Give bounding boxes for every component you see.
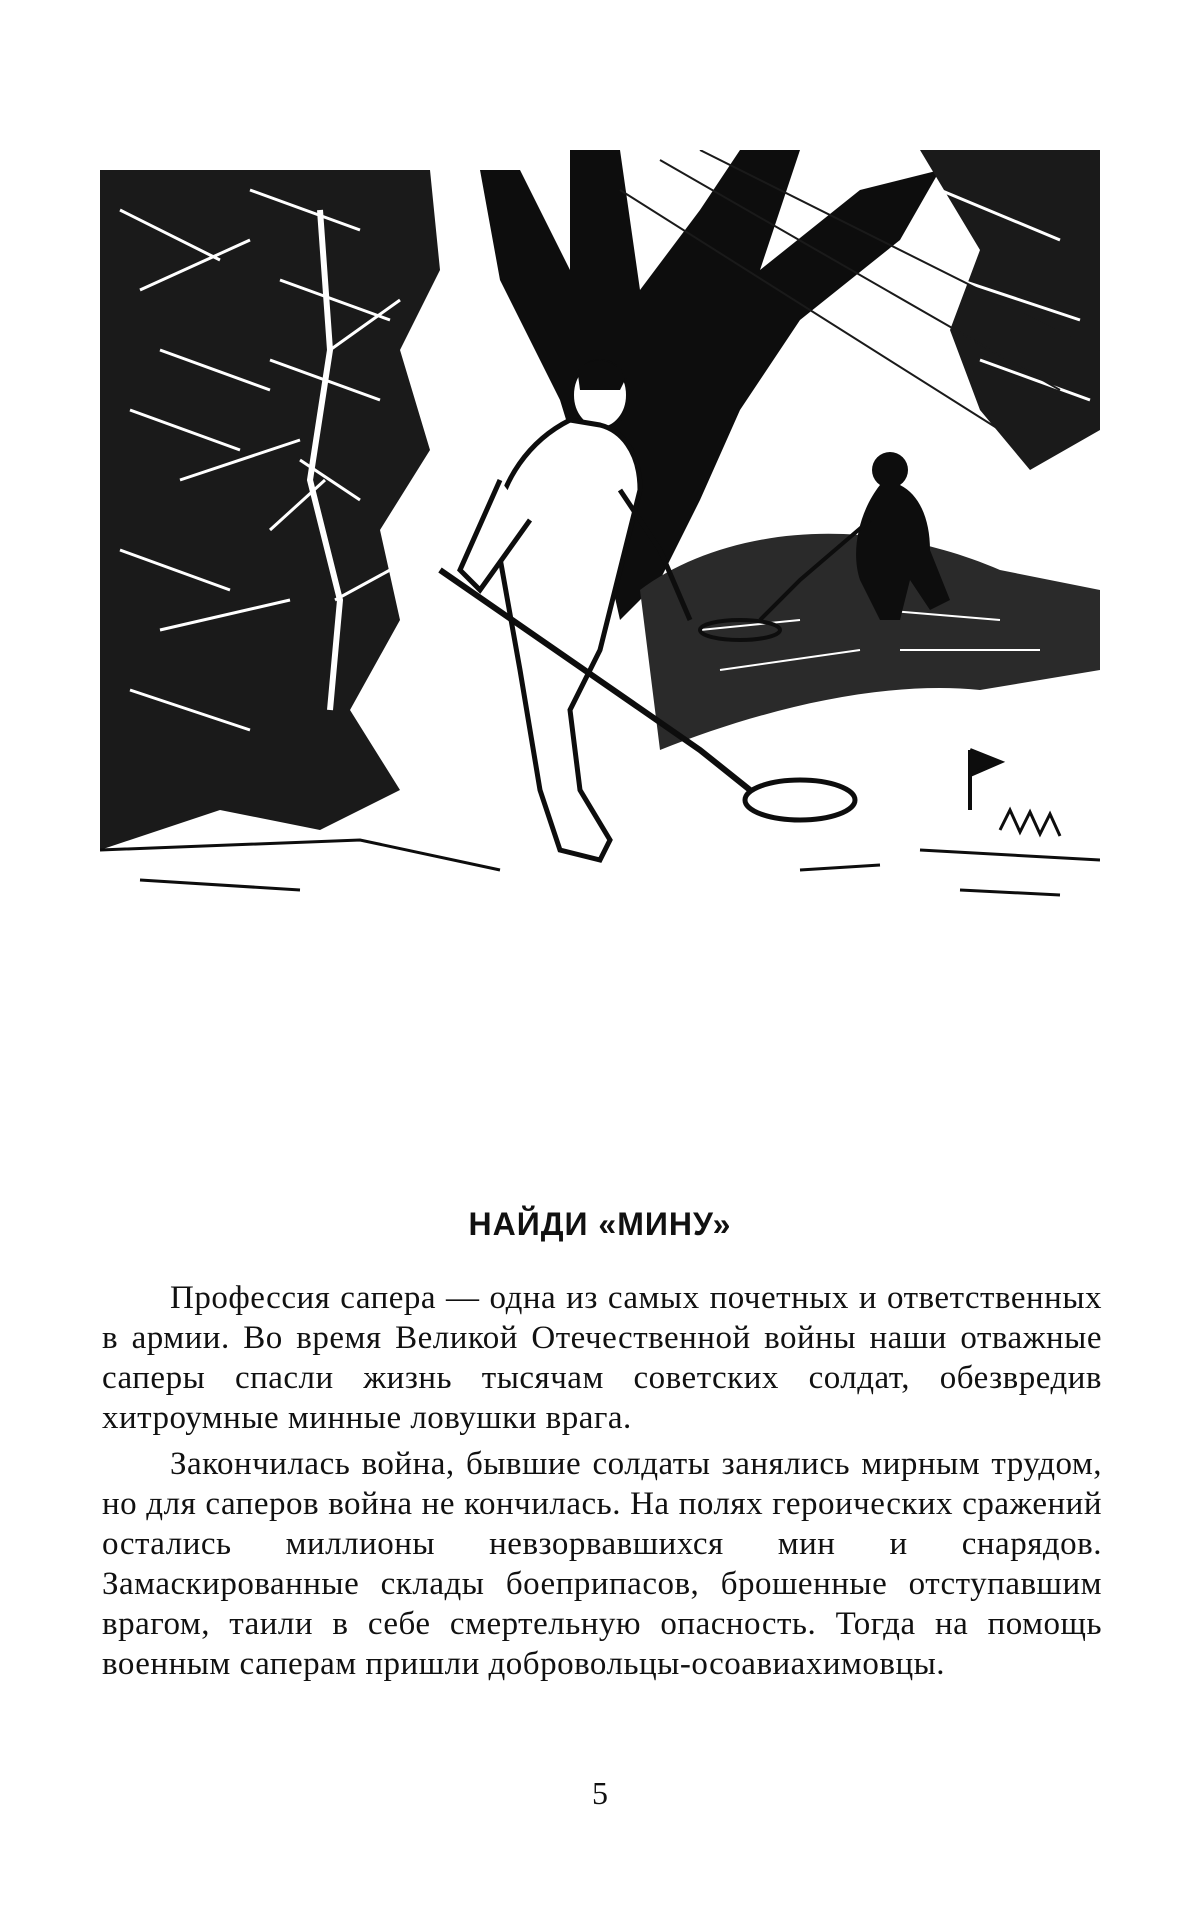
page-number: 5 — [592, 1775, 608, 1811]
chapter-title: НАЙДИ «МИНУ» — [468, 1206, 732, 1242]
illustration-woodcut — [100, 150, 1100, 950]
body-text — [102, 1278, 1102, 1690]
paragraph-2: Закончилась война, бывшие солдаты занялись мирным трудом, но для саперов война не кончилась. На полях героических сражений остались миллионы невзорвавшихся мин и снарядов. Замаскированные склады боеприпасов, брошенные отступавшим врагом, таили в себе смертельную опасность. Тогда на помощь военным саперам пришли добровольцы-осоавиахимовцы. — [102, 1446, 1102, 1682]
paragraph-1: Профессия сапера — одна из самых почетных и ответственных в армии. Во время Великой Отечественной войны наши отважные саперы спасли жизнь тысячам советских солдат, обезвредив хитроумные минные ловушки врага. — [102, 1280, 1102, 1436]
